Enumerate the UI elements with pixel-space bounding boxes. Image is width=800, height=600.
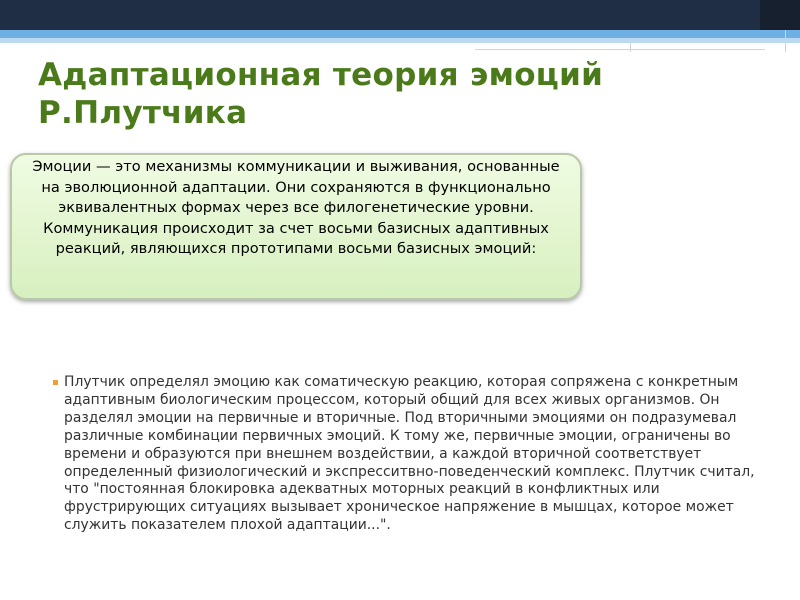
frame-line-upper	[630, 43, 631, 52]
frame-line-right-vertical	[785, 30, 786, 52]
bullet-icon	[53, 380, 58, 385]
accent-stripe	[0, 30, 800, 38]
header-bar	[0, 0, 800, 30]
frame-line-top	[475, 49, 765, 50]
slide-title: Адаптационная теория эмоций Р.Плутчика	[38, 57, 604, 131]
accent-stripe-light	[0, 38, 800, 43]
body-paragraph: Плутчик определял эмоцию как соматическую реакцию, которая сопряжена с конкретным адаптивным биологическим процессом, который общий для всех живых организмов. Он разделял эмоции на первичные и вторичные. Под вторичными эмоциями он подразумевал различные комбинации первичных эмоций. К тому же, первичные эмоции, ограничены во времени и образуются при внешнем воздействии, а каждой вторичной соответствует определенный физиологический и экспресситвно-поведенческий комплекс. Плутчик считал, что "постоянная блокировка адекватных моторных реакций в конфликтных или фрустрирующих ситуациях вызывает хроническое напряжение в мышцах, которое может служить показателем плохой адаптации...".	[64, 374, 755, 534]
header-bar-accent	[760, 0, 800, 30]
callout-text: Эмоции — это механизмы коммуникации и выживания, основанные на эволюционной адаптации. Они сохраняются в функционально эквивалентных формах через все филогенетические уровни. Коммуникация происходит за счет восьми базисных адаптивных реакций, являющихся прототипами восьми базисных эмоций:	[32, 158, 560, 258]
callout-box	[10, 153, 582, 300]
